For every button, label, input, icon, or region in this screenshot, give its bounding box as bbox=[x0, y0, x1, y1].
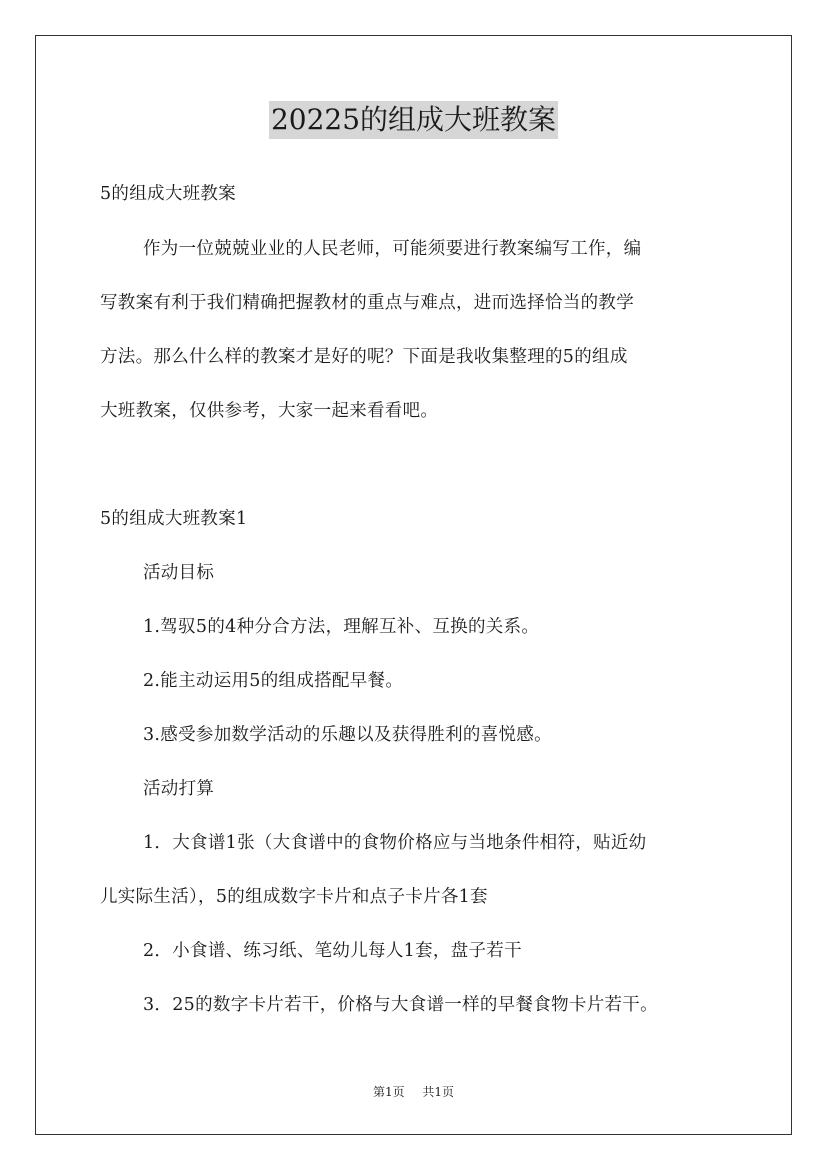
page-total: 共1页 bbox=[422, 1085, 454, 1099]
list-item: 1.驾驭5的4种分合方法，理解互补、互换的关系。 bbox=[143, 617, 540, 637]
section-heading: 5的组成大班教案1 bbox=[100, 509, 248, 529]
list-item-continuation: 儿实际生活），5的组成数字卡片和点子卡片各1套 bbox=[100, 887, 488, 907]
paragraph-line: 大班教案，仅供参考，大家一起来看看吧。 bbox=[100, 401, 439, 421]
document-title: 20225的组成大班教案 bbox=[269, 101, 558, 139]
page-footer bbox=[0, 1084, 827, 1100]
paragraph-line: 方法。那么什么样的教案才是好的呢？下面是我收集整理的5的组成 bbox=[100, 347, 628, 367]
list-item: 2．小食谱、练习纸、笔幼儿每人1套，盘子若干 bbox=[143, 941, 522, 961]
page-number: 第1页 bbox=[373, 1085, 405, 1099]
list-item: 3．25的数字卡片若干，价格与大食谱一样的早餐食物卡片若干。 bbox=[143, 995, 658, 1015]
list-item: 3.感受参加数学活动的乐趣以及获得胜利的喜悦感。 bbox=[143, 725, 552, 745]
subheading: 活动目标 bbox=[143, 563, 215, 583]
title-container bbox=[0, 101, 827, 139]
subheading: 活动打算 bbox=[143, 779, 215, 799]
paragraph-line: 作为一位兢兢业业的人民老师，可能须要进行教案编写工作，编 bbox=[143, 239, 642, 259]
list-item: 1．大食谱1张（大食谱中的食物价格应与当地条件相符，贴近幼 bbox=[143, 833, 647, 853]
paragraph-line: 写教案有利于我们精确把握教材的重点与难点，进而选择恰当的教学 bbox=[100, 293, 634, 313]
list-item: 2.能主动运用5的组成搭配早餐。 bbox=[143, 671, 404, 691]
section-heading: 5的组成大班教案 bbox=[100, 184, 237, 204]
